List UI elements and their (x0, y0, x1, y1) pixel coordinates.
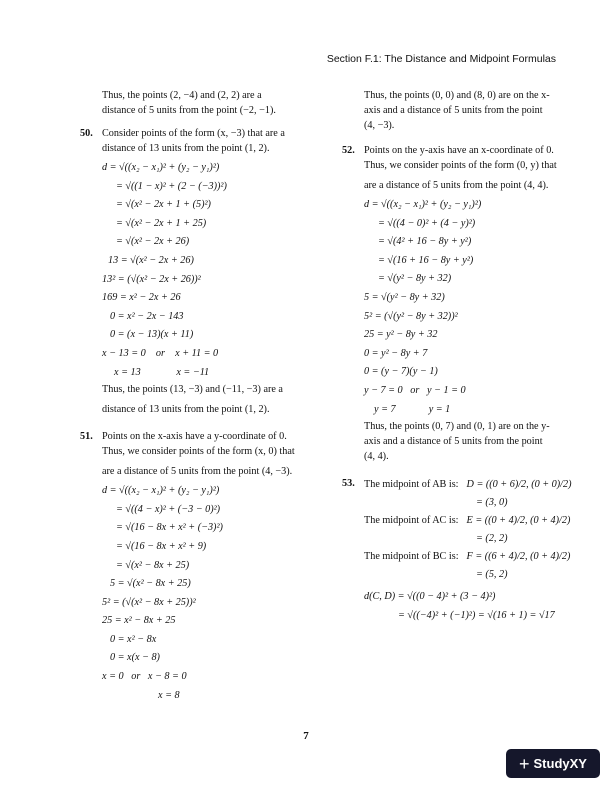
problem-number: 50. (80, 128, 93, 139)
midpoint-label: The midpoint of AB is: (364, 479, 459, 491)
problem-number: 52. (342, 145, 355, 156)
text-line: (4, −3). (364, 120, 395, 131)
equation-line: 0 = (y − 7)(y − 1) (364, 366, 438, 378)
text-line: distance of 13 units from the point (1, 2). (102, 143, 270, 154)
equation-line: = √(16 + 16 − 8y + y²) (378, 254, 474, 266)
equation-line: 5² = (√(y² − 8y + 32))² (364, 310, 458, 322)
equation-line: = √((4 − x)² + (−3 − 0)²) (116, 503, 221, 515)
plus-icon: + (519, 753, 530, 774)
midpoint-label: The midpoint of AC is: (364, 515, 459, 527)
text-line: Thus, we consider points of the form (0, y) that (364, 160, 557, 171)
text-line: Thus, we consider points of the form (x, 0) that (102, 446, 295, 458)
midpoint-row (364, 512, 571, 530)
equation-line: 0 = x² − 8x (110, 633, 157, 645)
equation-line: 0 = (x − 13)(x + 11) (110, 329, 194, 341)
equation-line: x = 13 x = −11 (114, 366, 210, 378)
midpoint-expr: F = ((6 + 4)/2, (0 + 4)/2) (466, 551, 571, 563)
equation-line: 25 = x² − 8x + 25 (102, 615, 176, 627)
page-number: 7 (303, 730, 309, 742)
equation-line: = √(x² − 2x + 26) (116, 236, 190, 248)
text-line: are a distance of 5 units from the point (4, −3). (102, 466, 293, 478)
text-line: Points on the x-axis have a y-coordinate of 0. (102, 431, 287, 443)
midpoint-row (364, 548, 571, 566)
logo-text: StudyXY (533, 756, 587, 771)
equation-line: 13 = √(x² − 2x + 26) (108, 254, 194, 266)
problem-number: 53. (342, 478, 355, 490)
text-line: Points on the y-axis have an x-coordinate of 0. (364, 145, 554, 156)
text-line: axis and a distance of 5 units from the point (364, 105, 543, 116)
midpoint-result (364, 530, 562, 548)
studyxy-logo (506, 749, 600, 778)
equation-line: 0 = x² − 2x − 143 (110, 310, 184, 322)
equation-line: = √((1 − x)² + (2 − (−3))²) (116, 180, 227, 192)
distance-line: = √((−4)² + (−1)²) = √(16 + 1) = √17 (398, 609, 555, 621)
equation-line: = √(16 − 8x + x² + 9) (116, 540, 207, 552)
problem-51 (80, 429, 315, 705)
equation-line: = √(x² − 2x + 1 + (5)²) (116, 199, 211, 211)
equation-line: 0 = x(x − 8) (110, 652, 160, 664)
midpoint-expr: = (3, 0) (476, 497, 508, 509)
equation-line: 5² = (√(x² − 8x + 25))² (102, 596, 196, 608)
text-line: Consider points of the form (x, −3) that are a (102, 128, 285, 139)
equation-line: = √(x² − 2x + 1 + 25) (116, 217, 207, 229)
equation-line: = √((4 − 0)² + (4 − y)²) (378, 217, 476, 229)
problem-52 (342, 143, 562, 464)
equation-line: = √(16 − 8x + x² + (−3)²) (116, 522, 223, 534)
text-line: Thus, the points (0, 0) and (8, 0) are on the x- (364, 90, 550, 101)
equation-line: x = 8 (158, 689, 180, 701)
continued-intro-right (342, 88, 562, 133)
text-line: are a distance of 5 units from the point (4, 4). (364, 180, 549, 191)
midpoint-result (364, 494, 562, 512)
text-line: (4, 4). (364, 451, 389, 463)
equation-line: x − 13 = 0 or x + 11 = 0 (102, 347, 219, 359)
equation-line: 5 = √(y² − 8y + 32) (364, 291, 445, 303)
midpoint-expr: = (5, 2) (476, 569, 508, 581)
equation-line: d = √((x₂ − x₁)² + (y₂ − y₁)²) (102, 485, 220, 497)
midpoint-expr: E = ((0 + 4)/2, (0 + 4)/2) (466, 515, 571, 527)
equation-line: 13² = (√(x² − 2x + 26))² (102, 273, 201, 285)
equation-line: y − 7 = 0 or y − 1 = 0 (364, 384, 466, 396)
equation-line: x = 0 or x − 8 = 0 (102, 671, 187, 683)
midpoint-row (364, 476, 572, 494)
text-line: axis and a distance of 5 units from the point (364, 436, 543, 448)
text-line: Thus, the points (13, −3) and (−11, −3) are a (102, 384, 283, 396)
equation-line: d = √((x₂ − x₁)² + (y₂ − y₁)²) (102, 162, 220, 173)
equation-line: d = √((x₂ − x₁)² + (y₂ − y₁)²) (364, 199, 482, 210)
midpoint-label: The midpoint of BC is: (364, 551, 459, 563)
text-line: distance of 5 units from the point (−2, −1). (102, 105, 276, 116)
right-column (342, 88, 572, 625)
section-header: Section F.1: The Distance and Midpoint Formulas (326, 53, 556, 65)
equation-line: y = 7 y = 1 (374, 403, 451, 415)
text-line: distance of 13 units from the point (1, 2). (102, 404, 270, 416)
distance-line: d(C, D) = √((0 − 4)² + (3 − 4)²) (364, 591, 496, 603)
problem-50 (80, 126, 315, 417)
problem-number: 51. (80, 431, 93, 443)
continued-intro-left (80, 88, 315, 118)
midpoint-expr: D = ((0 + 6)/2, (0 + 0)/2) (466, 479, 572, 491)
text-line: Thus, the points (0, 7) and (0, 1) are on the y- (364, 421, 550, 433)
left-column (80, 88, 315, 705)
equation-line: = √(y² − 8y + 32) (378, 273, 452, 285)
midpoint-expr: = (2, 2) (476, 533, 508, 545)
equation-line: = √(x² − 8x + 25) (116, 559, 190, 571)
text-line: Thus, the points (2, −4) and (2, 2) are a (102, 90, 262, 101)
equation-line: 169 = x² − 2x + 26 (102, 292, 181, 304)
equation-line: 0 = y² − 8y + 7 (364, 347, 428, 359)
equation-line: = √(4² + 16 − 8y + y²) (378, 236, 472, 248)
midpoint-result (364, 566, 562, 584)
equation-line: 25 = y² − 8y + 32 (364, 329, 438, 341)
problem-53 (342, 476, 572, 625)
equation-line: 5 = √(x² − 8x + 25) (110, 578, 191, 590)
